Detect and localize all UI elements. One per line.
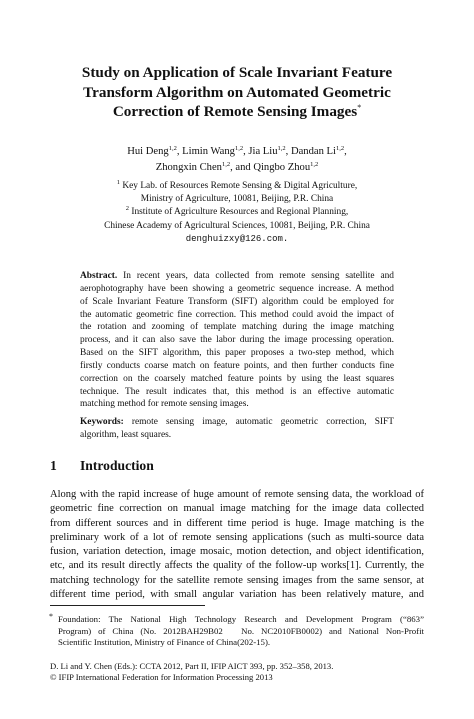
author-affiliation-marker: 1,2 xyxy=(168,145,177,152)
author-name: , Jia Liu xyxy=(243,146,278,157)
author-affiliation-marker: 1,2 xyxy=(335,145,345,152)
author-line-1 xyxy=(40,144,434,160)
abstract-line: firstly conducts coarse match on feature points, and then further conducts fine xyxy=(80,360,394,371)
section-title: Introduction xyxy=(80,458,154,473)
keywords-line xyxy=(80,416,394,429)
affiliation-line xyxy=(40,206,434,219)
footnote-line: Scientific Institution, Ministry of Finance of China(202-15). xyxy=(58,637,271,648)
body-line: from different sources and in different time period is huge. Image matching is the xyxy=(50,517,424,529)
abstract xyxy=(80,270,394,411)
author-affiliation-marker: 1,2 xyxy=(277,145,286,152)
keywords-text: remote sensing image, automatic geometric correction, SIFT xyxy=(123,417,394,427)
author-name: , Limin Wang xyxy=(176,146,235,157)
affiliation-text: Key Lab. of Resources Remote Sensing & Digital Agriculture, xyxy=(120,181,358,191)
author-affiliation-marker: 1,2 xyxy=(310,161,319,168)
section-heading xyxy=(50,458,154,474)
abstract-line: process, and it can also save the labor during the image processing operation. xyxy=(80,335,394,346)
paper-title xyxy=(40,63,434,122)
title-line-3 xyxy=(40,102,434,122)
keywords xyxy=(80,416,394,442)
body-line: preliminary work of a lot of remote sensing applications (such as multi-source data xyxy=(50,531,424,543)
affiliation-marker: 2 xyxy=(125,205,129,213)
affiliations xyxy=(40,180,434,246)
abstract-line: matching method for remote sensing images. xyxy=(80,399,249,410)
section-number: 1 xyxy=(50,458,57,473)
footnote-divider xyxy=(50,605,205,606)
title-line-2: Transform Algorithm on Automated Geometric xyxy=(83,83,391,101)
abstract-line: technique. The result indicates that, this method is an effective automatic xyxy=(80,386,394,397)
abstract-label: Abstract. xyxy=(80,271,118,281)
abstract-line: correction on the coarsely matched feature points by using the least squares xyxy=(80,373,394,384)
author-name: , and Qingbo Zhou xyxy=(230,162,311,173)
publication-credits xyxy=(50,661,424,683)
citation-line: D. Li and Y. Chen (Eds.): CCTA 2012, Part II, IFIP AICT 393, pp. 352–358, 2013. xyxy=(50,661,334,671)
author-name: Hui Deng xyxy=(127,146,169,157)
author-email[interactable]: denghuizxy@126.com. xyxy=(185,233,289,244)
body-line: Along with the rapid increase of huge amount of remote sensing data, the workload of xyxy=(50,489,424,500)
keywords-line: algorithm, least squares. xyxy=(80,429,172,440)
abstract-line: the automatic geometric fine correction. This method could avoid the impact of xyxy=(80,309,394,320)
title-line-3-text: Correction of Remote Sensing Images xyxy=(112,103,358,120)
affiliation-text: Institute of Agriculture Resources and Regional Planning, xyxy=(129,207,349,218)
body-line: geometric fine correction on manual image matching for the image data collected xyxy=(50,503,424,515)
body-line: different time period, with small angular variation has been relatively mature, and xyxy=(50,589,424,601)
keywords-label: Keywords: xyxy=(80,417,124,427)
author-affiliation-marker: 1,2 xyxy=(234,145,244,152)
author-name: Zhongxin Chen xyxy=(155,162,222,173)
body-line: matching technology for the satellite remote sensing images from the same sensor, at xyxy=(50,574,424,586)
author-separator: , xyxy=(344,146,347,157)
author-list xyxy=(40,144,434,176)
title-footnote-marker[interactable]: * xyxy=(357,103,362,112)
affiliation-marker: 1 xyxy=(116,179,121,186)
footnote-marker: * xyxy=(49,612,53,621)
affiliation-line: Chinese Academy of Agricultural Sciences, 10081, Beijing, P.R. China xyxy=(104,220,370,231)
footnote-line: Program) of China (No. 2012BAH29B02 No. NC2010FB0002) and National Non-Profit xyxy=(58,625,424,636)
abstract-line: aerophotography have been showing a geometric sequence increase. A method xyxy=(80,283,394,294)
body-line: etc, and its result directly affects the quality of the follow-up works[1]. Currently, the xyxy=(50,560,424,572)
abstract-text: In recent years, data collected from remote sensing satellite and xyxy=(117,271,394,281)
body-text xyxy=(50,488,424,602)
author-name: , Dandan Li xyxy=(285,146,336,157)
copyright-line: © IFIP International Federation for Information Processing 2013 xyxy=(50,672,273,683)
title-line-1: Study on Application of Scale Invariant Feature xyxy=(81,64,393,81)
affiliation-line xyxy=(40,180,434,193)
footnote xyxy=(50,614,424,649)
abstract-line: the rotation and zooming of template matching during the image matching xyxy=(80,322,394,333)
author-line-2 xyxy=(40,160,434,176)
abstract-line xyxy=(80,270,394,283)
affiliation-line: Ministry of Agriculture, 10081, Beijing, P.R. China xyxy=(140,194,334,205)
abstract-line: Based on the SIFT algorithm, this paper proposes a two-step method, which xyxy=(80,348,394,359)
body-line: fusion, variation detection, image mosaic, motion detection, and object identification, xyxy=(50,546,424,558)
author-affiliation-marker: 1,2 xyxy=(221,161,231,168)
abstract-line: of Scale Invariant Feature Transform (SIFT) algorithm could be employed for xyxy=(80,296,394,307)
footnote-line: Foundation: The National High Technology Research and Development Program (“863” xyxy=(58,614,424,624)
